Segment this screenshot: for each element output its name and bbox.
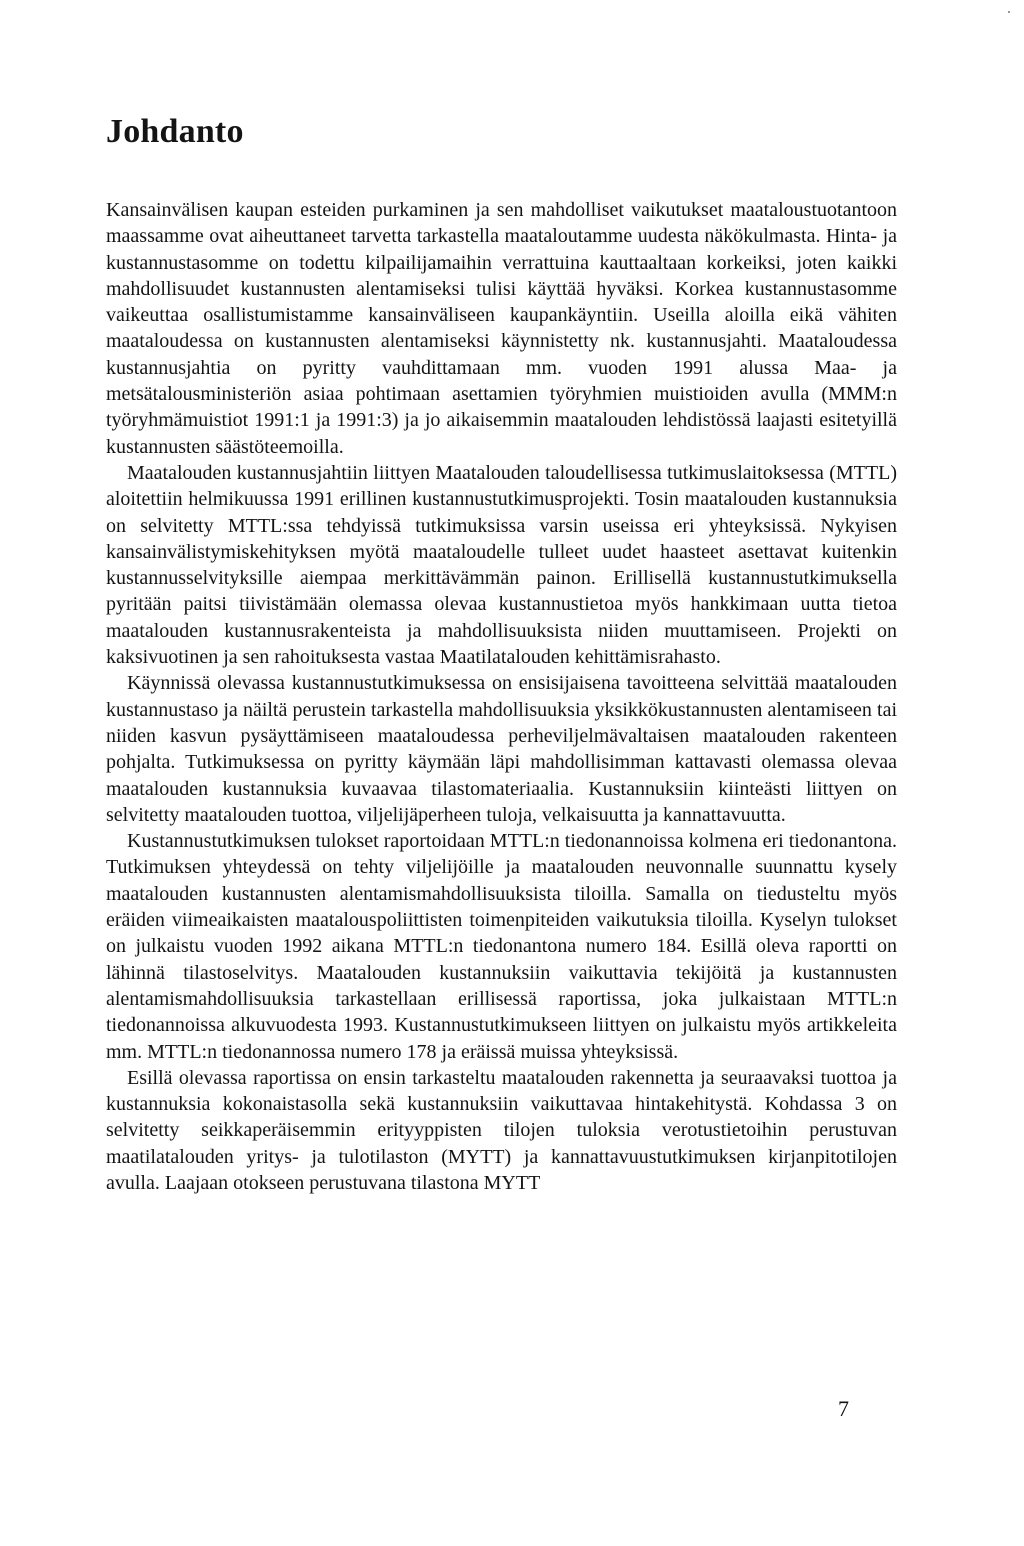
- paragraph-4: Kustannustutkimuksen tulokset raportoidaan MTTL:n tiedonannoissa kolmena eri tiedonantona. Tutkimuksen yhteydessä on tehty viljelijöille ja maatalouden neuvonnalle suunnattu kysely maatalouden kustannusten alentamismahdollisuuksista tiloilla. Samalla on tiedusteltu myös eräiden viimeaikaisten maatalouspoliittisten toimenpiteiden vaikutuksia tiloilla. Kyselyn tulokset on julkaistu vuoden 1992 aikana MTTL:n tiedonantona numero 184. Esillä oleva raportti on lähinnä tilastoselvitys. Maatalouden kustannuksiin vaikuttavia tekijöitä ja kustannusten alentamismahdollisuuksia tarkastellaan erillisessä raportissa, joka julkaistaan MTTL:n tiedonannoissa alkuvuodesta 1993. Kustannustutkimukseen liittyen on julkaistu myös artikkeleita mm. MTTL:n tiedonannossa numero 178 ja eräissä muissa yhteyksissä.: [106, 830, 897, 1063]
- paragraph-3: Käynnissä olevassa kustannustutkimuksessa on ensisijaisena tavoitteena selvittää maatalouden kustannustaso ja näiltä perustein tarkastella mahdollisuuksia yksikkökustannusten alentamiseen tai niiden kasvun pysäyttämiseen maataloudessa perheviljelmävaltaisen maatalouden rakenteen pohjalta. Tutkimuksessa on pyritty käymään läpi mahdollisimman kattavasti olemassa olevaa maatalouden kustannuksia kuvaavaa tilastomateriaalia. Kustannuksiin kiinteästi liittyen on selvitetty maatalouden tuottoa, viljelijäperheen tuloja, velkaisuutta ja kannattavuutta.: [106, 672, 897, 826]
- body-text: [106, 197, 897, 1196]
- paragraph-1: Kansainvälisen kaupan esteiden purkaminen ja sen mahdolliset vaikutukset maataloustuotantoon maassamme ovat aiheuttaneet tarvetta tarkastella maataloutamme uudesta näkökulmasta. Hinta- ja kustannustasomme on todettu kilpailijamaihin verrattuina kauttaaltaan korkeiksi, joten kaikki mahdollisuudet kustannusten alentamiseksi tulisi käyttää hyväksi. Korkea kustannustasomme vaikeuttaa osallistumistamme kansainväliseen kaupankäyntiin. Useilla aloilla eikä vähiten maataloudessa on kustannusten alentamiseksi käynnistetty nk. kustannusjahti. Maataloudessa kustannusjahtia on pyritty vauhdittamaan mm. vuoden 1991 alussa Maa- ja metsätalousministeriön asiaa pohtimaan asettamien työryhmien muistioiden avulla (MMM:n työryhmämuistiot 1991:1 ja 1991:3) ja jo aikaisemmin maatalouden lehdistössä laajasti esitetyillä kustannusten säästöteemoilla.: [106, 199, 897, 458]
- paragraph-2: Maatalouden kustannusjahtiin liittyen Maatalouden taloudellisessa tutkimuslaitoksessa (MTTL) aloitettiin helmikuussa 1991 erillinen kustannustutkimusprojekti. Tosin maatalouden kustannuksia on selvitetty MTTL:ssa tehdyissä tutkimuksissa varsin useissa eri yhteyksissä. Nykyisen kansainvälistymiskehityksen myötä maataloudelle tulleet uudet haasteet asettavat kuitenkin kustannusselvityksille aiempaa merkittävämmän painon. Erillisellä kustannustutkimuksella pyritään paitsi tiivistämään olemassa olevaa kustannustietoa myös hankkimaan uutta tietoa maatalouden kustannusrakenteista ja mahdollisuuksista niiden muuttamiseen. Projekti on kaksivuotinen ja sen rahoituksesta vastaa Maatilatalouden kehittämisrahasto.: [106, 461, 897, 669]
- page-title: Johdanto: [106, 113, 244, 150]
- paragraph-5: Esillä olevassa raportissa on ensin tarkasteltu maatalouden rakennetta ja seuraavaksi tuottoa ja kustannuksia kokonaistasolla sekä kustannuksiin vaikuttavaa hintakehitystä. Kohdassa 3 on selvitetty seikkaperäisemmin erityyppisten tilojen tuloksia verotustietoihin perustuvan maatilatalouden yritys- ja tulotilaston (MYTT) ja kannattavuustutkimuksen kirjanpitotilojen avulla. Laajaan otokseen perustuvana tilastona MYTT: [106, 1066, 897, 1194]
- scan-speck: [1008, 11, 1010, 13]
- page-number: 7: [838, 1396, 849, 1421]
